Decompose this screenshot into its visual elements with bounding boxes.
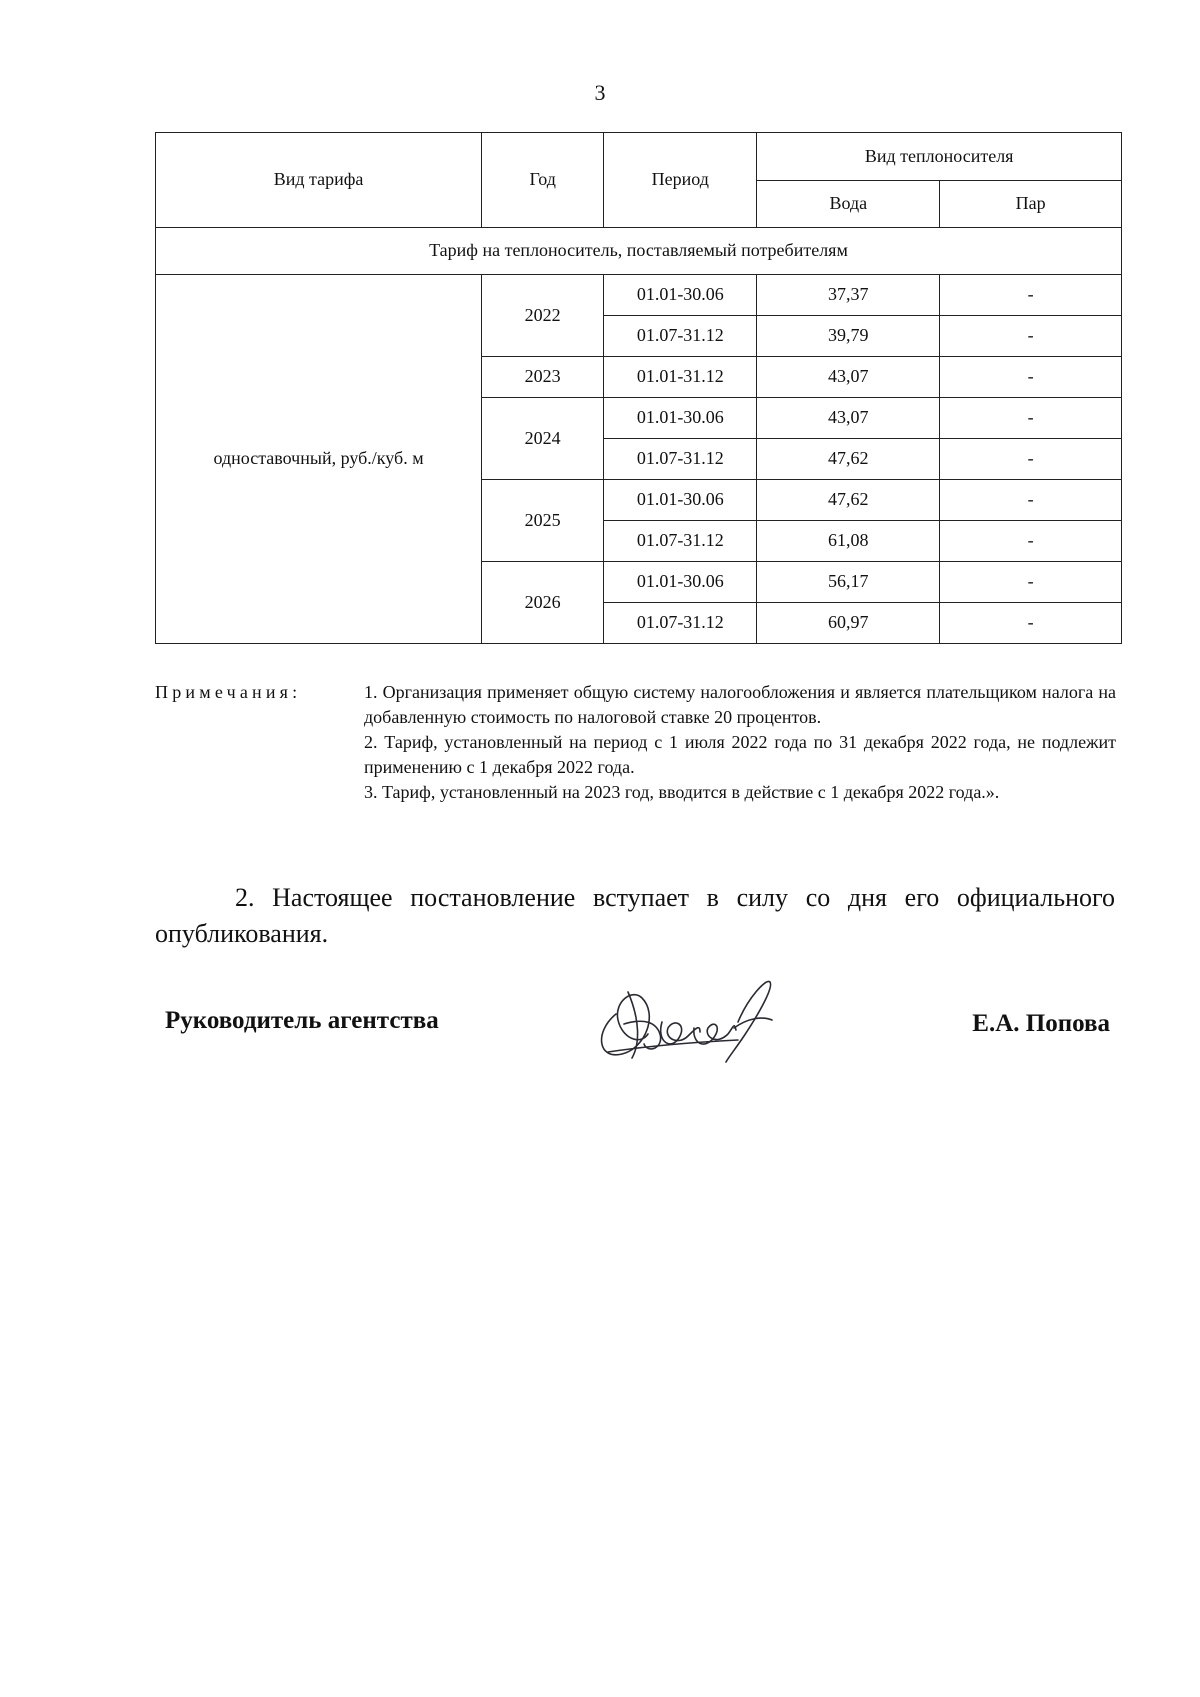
header-tariff-type: Вид тарифа (156, 133, 482, 228)
steam-value-cell: - (940, 562, 1122, 603)
header-carrier: Вид теплоносителя (757, 133, 1122, 181)
steam-value-cell: - (940, 316, 1122, 357)
year-cell: 2022 (482, 275, 604, 357)
table-row (156, 275, 1122, 316)
water-value-cell: 43,07 (757, 357, 940, 398)
signatory-title: Руководитель агентства (165, 1007, 439, 1034)
year-cell: 2023 (482, 357, 604, 398)
steam-value-cell: - (940, 480, 1122, 521)
water-value-cell: 56,17 (757, 562, 940, 603)
tariff-table (155, 132, 1122, 644)
period-cell: 01.07-31.12 (604, 439, 757, 480)
period-cell: 01.07-31.12 (604, 603, 757, 644)
water-value-cell: 47,62 (757, 439, 940, 480)
note-item: 2. Тариф, установленный на период с 1 июля 2022 года по 31 декабря 2022 года, не подлежит применению с 1 декабря 2022 года. (364, 732, 1116, 777)
period-cell: 01.01-30.06 (604, 562, 757, 603)
water-value-cell: 39,79 (757, 316, 940, 357)
water-value-cell: 37,37 (757, 275, 940, 316)
steam-value-cell: - (940, 275, 1122, 316)
steam-value-cell: - (940, 357, 1122, 398)
water-value-cell: 60,97 (757, 603, 940, 644)
period-cell: 01.01-30.06 (604, 480, 757, 521)
steam-value-cell: - (940, 521, 1122, 562)
period-cell: 01.01-30.06 (604, 275, 757, 316)
water-value-cell: 43,07 (757, 398, 940, 439)
year-cell: 2025 (482, 480, 604, 562)
notes-list (364, 680, 1116, 805)
year-cell: 2026 (482, 562, 604, 644)
handwritten-signature-icon (588, 962, 778, 1067)
note-item: 1. Организация применяет общую систему налогообложения и является плательщиком налога на добавленную стоимость по налоговой ставке 20 процентов. (364, 682, 1116, 727)
water-value-cell: 61,08 (757, 521, 940, 562)
note-item: 3. Тариф, установленный на 2023 год, вводится в действие с 1 декабря 2022 года.». (364, 782, 1000, 802)
period-cell: 01.07-31.12 (604, 521, 757, 562)
header-year: Год (482, 133, 604, 228)
period-cell: 01.07-31.12 (604, 316, 757, 357)
signatory-name: Е.А. Попова (972, 1010, 1110, 1037)
header-period: Период (604, 133, 757, 228)
steam-value-cell: - (940, 439, 1122, 480)
tariff-name-cell: одноставочный, руб./куб. м (156, 275, 482, 644)
notes-label: Примечания: (155, 682, 302, 702)
page-number: 3 (594, 80, 606, 105)
effective-clause: 2. Настоящее постановление вступает в силу со дня его официального опубликования. (155, 883, 1115, 948)
year-cell: 2024 (482, 398, 604, 480)
header-water: Вода (757, 181, 940, 228)
steam-value-cell: - (940, 603, 1122, 644)
header-steam: Пар (940, 181, 1122, 228)
section-title: Тариф на теплоноситель, поставляемый потребителям (156, 228, 1122, 275)
period-cell: 01.01-31.12 (604, 357, 757, 398)
steam-value-cell: - (940, 398, 1122, 439)
period-cell: 01.01-30.06 (604, 398, 757, 439)
water-value-cell: 47,62 (757, 480, 940, 521)
